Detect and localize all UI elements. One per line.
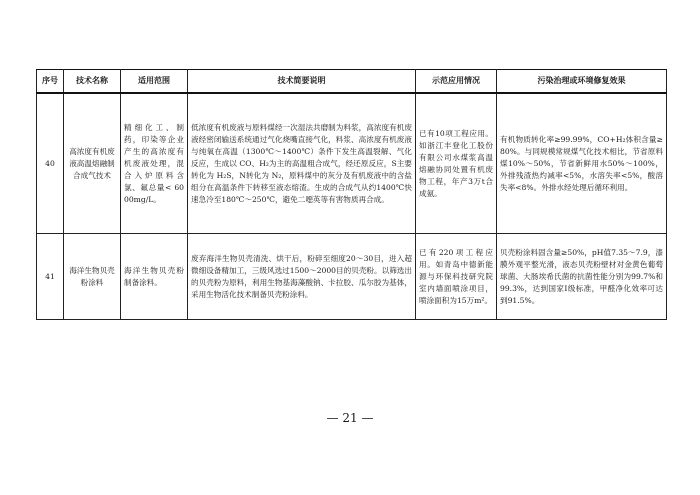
cell-demo: 已有10项工程应用。如浙江丰登化工股份有限公司水煤浆高温熔融协同处置有机废物工程，年产3万t合成氨。 <box>416 93 497 234</box>
table-header-row <box>37 70 667 94</box>
cell-effect: 贝壳粉涂料固含量≥50%，pH值7.35～7.9，漆膜外观平整光滑，液态贝壳粉壁材对金黄色葡萄球菌、大肠埃希氏菌的抗菌性能分别为99.7%和99.3%，达到国家I级标准，甲醛净化效率可达到91.5%。 <box>497 234 667 320</box>
cell-desc: 低浓度有机废液与原料煤经一次湿法共磨制为料浆，高浓度有机废液经密闭输送系统通过气化烧嘴直接气化，料浆、高浓度有机废液与纯氧在高温（1300℃～1400℃）条件下发生高温裂解、气化反应，生成以 CO、H₂为主的高温粗合成气，经还原反应，S主要转化为 H₂S，N转化为 N₂，原料煤中的灰分及有机废液中的含盐组分在高温条件下转移至液态熔渣。生成的合成气从约1400℃快速急冷至180℃～250℃，避免二噁英等有害物质再合成。 <box>188 93 416 234</box>
cell-scope: 精细化工、制药，印染等企业产生的高浓度有机废液处理，混合入炉原料含氯、氟总量< 6000mg/L。 <box>121 93 188 234</box>
cell-scope: 海洋生物贝壳粉制备涂料。 <box>121 234 188 320</box>
cell-no: 41 <box>37 234 64 320</box>
cell-demo: 已有220项工程应用。如青岛中德新能源与环保科技研究院室内墙面喷涂项目，喷涂面积为15万m²。 <box>416 234 497 320</box>
header-scope: 适用范围 <box>121 70 188 94</box>
header-no: 序号 <box>37 70 64 94</box>
table-row <box>37 93 667 234</box>
cell-name: 海洋生物贝壳粉涂料 <box>64 234 121 320</box>
table-row <box>37 234 667 320</box>
page-number: — 21 — <box>326 411 374 425</box>
header-name: 技术名称 <box>64 70 121 94</box>
cell-name: 高浓度有机废液高温熔融制合成气技术 <box>64 93 121 234</box>
technology-table <box>36 69 667 320</box>
header-demo: 示范应用情况 <box>416 70 497 94</box>
cell-effect: 有机物质转化率≥99.99%，CO+H₂体积含量≥80%。与同规模常规煤气化技术相比，节省原料煤10%～50%，节省新鲜用水50%～100%，外排残渣热灼减率<5%，水溶失率<5%，酸溶失率<8%。外排水经处理后循环利用。 <box>497 93 667 234</box>
cell-desc: 废弃海洋生物贝壳清洗、烘干后，粉碎至细度20～30目，进入超微细设备精加工，三级风选过1500～2000目的贝壳粉。以筛选出的贝壳粉为原料，利用生物基海藻酸钠、卡拉胶、瓜尔胶为基体，采用生物活化技术制备贝壳粉涂料。 <box>188 234 416 320</box>
header-desc: 技术简要说明 <box>188 70 416 94</box>
cell-no: 40 <box>37 93 64 234</box>
header-effect: 污染治理或环境修复效果 <box>497 70 667 94</box>
